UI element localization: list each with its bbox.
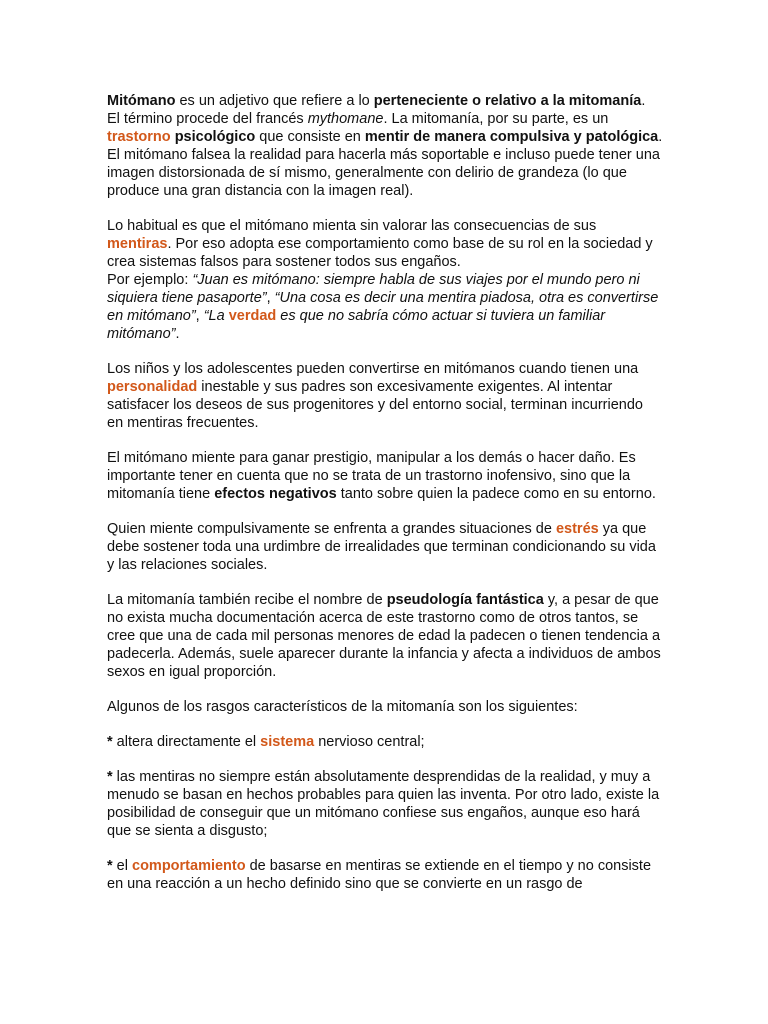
text: las mentiras no siempre están absolutamente desprendidas de la realidad, y muy a menudo se basan en hechos probables para quien las inventa. Por otro lado, existe la posibilidad de conseguir que un mitómano confiese sus engaños, aunque eso hará que se sienta a disgusto; [107, 769, 660, 839]
bullet-star: * [107, 858, 113, 874]
example-quote: “Una cosa es decir una mentira piadosa, otra es convertirse en mitómano” [107, 290, 659, 324]
bullet-item [107, 857, 663, 893]
bullet-item [107, 768, 663, 840]
link-personalidad[interactable]: personalidad [107, 379, 198, 395]
link-verdad[interactable]: verdad [228, 308, 277, 324]
text: Lo habitual es que el mitómano mienta sin valorar las consecuencias de sus [107, 218, 597, 234]
example-quote: “Juan es mitómano: siempre habla de sus viajes por el mundo pero ni siquiera tiene pasaporte” [107, 272, 640, 306]
bold-phrase: efectos negativos [214, 486, 337, 502]
text: Quien miente compulsivamente se enfrenta a grandes situaciones de [107, 521, 556, 537]
text: inestable y sus padres son excesivamente exigentes. Al intentar satisfacer los deseos de sus progenitores y del entorno social, terminan incurriendo en mentiras frecuentes. [107, 379, 643, 431]
text: . El mitómano falsea la realidad para hacerla más soportable e incluso puede tener una imagen distorsionada de sí mismo, generalmente con delirio de grandeza (lo que produce una gran distancia con la imagen real). [107, 129, 663, 199]
bold-phrase: pseudología fantástica [386, 592, 544, 608]
example-quote: es que no sabría cómo actuar si tuviera un familiar mitómano” [107, 308, 606, 342]
paragraph-pseudologia [107, 591, 663, 681]
text: Los niños y los adolescentes pueden convertirse en mitómanos cuando tienen una [107, 361, 639, 377]
bold-phrase: mentir de manera compulsiva y patológica [364, 129, 659, 145]
document-page [107, 92, 663, 910]
link-trastorno[interactable]: trastorno [107, 129, 171, 145]
link-sistema[interactable]: sistema [260, 734, 315, 750]
paragraph-stress [107, 520, 663, 574]
bold-phrase: psicológico [174, 129, 256, 145]
paragraph-children [107, 360, 663, 432]
text: y, a pesar de que no exista mucha documentación acerca de este trastorno como de otros tantos, se cree que una de cada mil personas menores de edad la padecen o tienen tendencia a padecerla. Además, suele aparecer durante la infancia y afecta a individuos de ambos sexos en igual proporción. [107, 592, 661, 680]
link-mentiras[interactable]: mentiras [107, 236, 168, 252]
bullet-star: * [107, 734, 113, 750]
text: tanto sobre quien la padece como en su entorno. [336, 486, 656, 502]
text: , [266, 290, 275, 306]
text: que consiste en [255, 129, 365, 145]
paragraph-definition [107, 92, 663, 110]
link-comportamiento[interactable]: comportamiento [132, 858, 246, 874]
text: Algunos de los rasgos característicos de la mitomanía son los siguientes: [107, 699, 578, 715]
paragraph-traits-intro [107, 698, 663, 716]
paragraph-motives [107, 449, 663, 503]
bold-phrase: perteneciente o relativo a la mitomanía [373, 93, 642, 109]
text: el [112, 858, 132, 874]
text: Por ejemplo: [107, 272, 193, 288]
text: ya que debe sostener toda una urdimbre de irrealidades que terminan condicionando su vida y las relaciones sociales. [107, 521, 656, 573]
bullet-item [107, 733, 663, 751]
text: nervioso central; [314, 734, 425, 750]
text: , [195, 308, 204, 324]
paragraph-habit [107, 217, 663, 271]
text: El término procede del francés [107, 111, 308, 127]
term-mitomano: Mitómano [107, 93, 176, 109]
text: La mitomanía también recibe el nombre de [107, 592, 387, 608]
text: El mitómano miente para ganar prestigio, manipular a los demás o hacer daño. Es importante tener en cuenta que no se trata de un trastorno inofensivo, sino que la mitomanía tiene [107, 450, 636, 502]
text: altera directamente el [112, 734, 261, 750]
paragraph-examples [107, 271, 663, 343]
text: . La mitomanía, por su parte, es un [383, 111, 609, 127]
text: . [175, 326, 180, 342]
text: . [641, 93, 646, 109]
example-quote: “La [203, 308, 229, 324]
text: de basarse en mentiras se extiende en el tiempo y no consiste en una reacción a un hecho definido sino que se convierte en un rasgo de [107, 858, 652, 892]
italic-term: mythomane [307, 111, 384, 127]
link-estres[interactable]: estrés [555, 521, 599, 537]
text: es un adjetivo que refiere a lo [175, 93, 374, 109]
bullet-star: * [107, 769, 113, 785]
paragraph-etymology [107, 110, 663, 200]
text: . Por eso adopta ese comportamiento como base de su rol en la sociedad y crea sistemas falsos para sostener todos sus engaños. [107, 236, 653, 270]
